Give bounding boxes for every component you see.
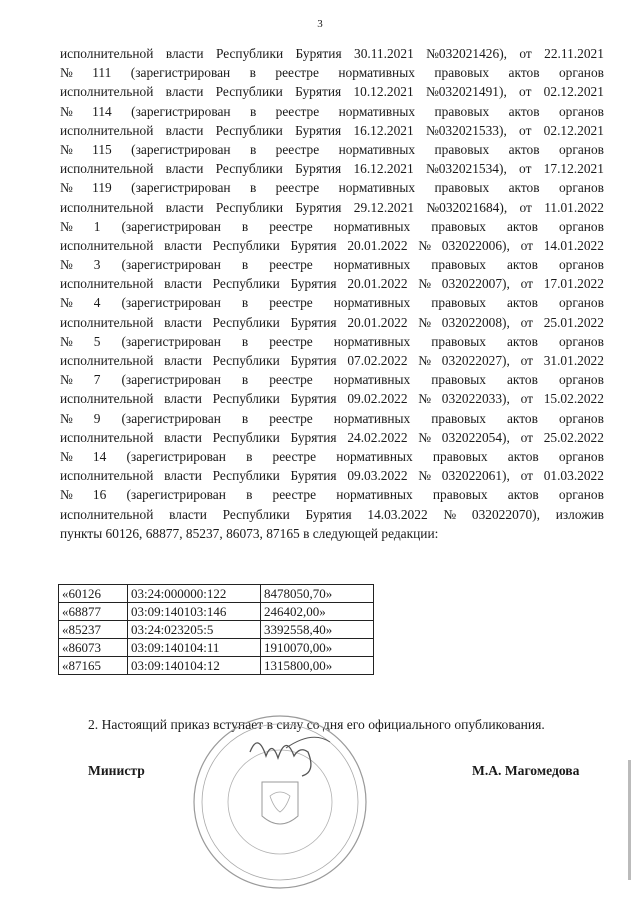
- word: нормативных: [338, 65, 415, 81]
- word: Бурятия: [290, 276, 337, 292]
- word: 25.02.2022: [543, 429, 604, 445]
- word: нормативных: [333, 410, 411, 426]
- word: реестре: [272, 487, 317, 503]
- word: правовых: [432, 448, 488, 464]
- word: 032022027),: [441, 353, 510, 368]
- word: реестре: [275, 65, 319, 81]
- text-line: [60, 447, 604, 466]
- text-line: [60, 466, 604, 485]
- word: Бурятия: [290, 468, 337, 484]
- word: актов: [507, 448, 539, 464]
- word: Бурятия: [290, 353, 337, 368]
- word: нормативных: [338, 180, 416, 196]
- word: (зарегистрирован: [121, 218, 221, 234]
- word: нормативных: [333, 372, 411, 388]
- word: правовых: [431, 257, 486, 273]
- word: 09.03.2022: [347, 468, 408, 484]
- word: 02.12.2021: [543, 84, 604, 100]
- word: нормативных: [333, 218, 411, 234]
- item-number-cell: «87165: [59, 657, 128, 675]
- word: органов: [558, 372, 604, 388]
- text-line: [60, 313, 604, 332]
- word: Республики: [215, 46, 284, 61]
- word: правовых: [431, 372, 486, 388]
- word: №: [60, 410, 73, 426]
- cadastral-number-cell: 03:24:023205:5: [128, 621, 261, 639]
- word: актов: [508, 180, 540, 196]
- word: в: [241, 333, 249, 349]
- word: №: [60, 180, 73, 196]
- word: 14.03.2022: [367, 506, 428, 522]
- word: нормативных: [336, 487, 413, 503]
- word: правовых: [434, 141, 490, 157]
- word: 22.11.2021: [544, 46, 604, 61]
- text-line: [60, 485, 604, 504]
- word: исполнительной: [60, 276, 154, 292]
- word: правовых: [434, 180, 490, 196]
- word: от: [519, 46, 532, 61]
- word: в: [241, 218, 249, 234]
- word: реестре: [275, 180, 320, 196]
- word: от: [520, 468, 533, 484]
- text-line-last: пункты 60126, 68877, 85237, 86073, 87165 в следующей редакции:: [60, 525, 439, 541]
- word: 7: [93, 372, 101, 388]
- text-line: [60, 121, 604, 140]
- word: правовых: [431, 333, 486, 349]
- body-text: [60, 44, 604, 543]
- word: в: [241, 295, 249, 311]
- text-line: [60, 274, 604, 293]
- table-row: [59, 603, 374, 621]
- word: Республики: [215, 199, 283, 215]
- word: актов: [506, 257, 538, 273]
- word: актов: [506, 333, 538, 349]
- word: 17.01.2022: [543, 276, 604, 292]
- text-line: [60, 63, 604, 82]
- word: органов: [558, 103, 604, 119]
- word: 16.12.2021: [353, 122, 414, 138]
- word: власти: [164, 468, 202, 484]
- word: правовых: [434, 65, 490, 81]
- table-row: [59, 657, 374, 675]
- text-line: [60, 255, 604, 274]
- word: (зарегистрирован: [121, 257, 221, 273]
- word: актов: [508, 141, 540, 157]
- word: нормативных: [333, 333, 411, 349]
- word: 032022008),: [441, 314, 510, 330]
- word: нормативных: [338, 141, 416, 157]
- word: от: [519, 122, 532, 138]
- word: 30.11.2021: [354, 46, 414, 61]
- word: власти: [164, 353, 202, 368]
- word: 16: [92, 487, 107, 503]
- word: 25.01.2022: [543, 314, 604, 330]
- word: власти: [164, 237, 202, 253]
- word: Бурятия: [295, 199, 342, 215]
- word: №: [60, 487, 73, 503]
- word: реестре: [269, 218, 313, 234]
- word: от: [519, 84, 532, 100]
- word: исполнительной: [60, 468, 154, 484]
- text-line: [60, 82, 604, 101]
- word: №032021534),: [425, 161, 507, 177]
- cadastral-value-cell: 246402,00»: [261, 603, 374, 621]
- word: власти: [165, 161, 204, 177]
- word: власти: [164, 314, 202, 330]
- word: Республики: [212, 276, 280, 292]
- cadastral-value-cell: 8478050,70»: [261, 585, 374, 603]
- word: №: [418, 468, 432, 484]
- word: 119: [92, 180, 112, 196]
- item-number-cell: «85237: [59, 621, 128, 639]
- cadastral-number-cell: 03:09:140103:146: [128, 603, 261, 621]
- word: (зарегистрирован: [131, 103, 231, 119]
- cadastral-value-cell: 1315800,00»: [261, 657, 374, 675]
- word: власти: [165, 199, 204, 215]
- word: 31.01.2022: [543, 353, 604, 368]
- word: 02.12.2021: [543, 122, 604, 138]
- word: 29.12.2021: [353, 199, 415, 215]
- word: в: [241, 257, 249, 273]
- word: в: [241, 372, 249, 388]
- word: 5: [93, 333, 101, 349]
- word: в: [249, 141, 257, 157]
- cadastral-number-cell: 03:09:140104:11: [128, 639, 261, 657]
- word: Бурятия: [295, 46, 342, 61]
- word: Республики: [212, 429, 280, 445]
- item-number-cell: «68877: [59, 603, 128, 621]
- word: 14.01.2022: [543, 237, 604, 253]
- word: реестре: [272, 448, 317, 464]
- word: органов: [558, 257, 604, 273]
- word: исполнительной: [60, 506, 154, 522]
- official-seal: [190, 712, 370, 892]
- word: 09.02.2022: [347, 391, 408, 407]
- word: реестре: [275, 141, 320, 157]
- word: №: [60, 333, 73, 349]
- text-line: [60, 370, 604, 389]
- word: Республики: [215, 122, 283, 138]
- word: реестре: [269, 410, 313, 426]
- word: правовых: [434, 103, 490, 119]
- text-line: [60, 140, 604, 159]
- word: 07.02.2022: [347, 353, 408, 368]
- word: исполнительной: [60, 199, 154, 215]
- word: №: [60, 218, 73, 234]
- word: 9: [93, 410, 101, 426]
- word: от: [519, 161, 532, 177]
- text-line: [60, 159, 604, 178]
- word: №032021684),: [426, 199, 508, 215]
- word: органов: [558, 218, 604, 234]
- word: от: [520, 353, 533, 368]
- page-number: 3: [317, 18, 323, 30]
- cadastral-value-cell: 3392558,40»: [261, 621, 374, 639]
- word: Бурятия: [305, 506, 352, 522]
- word: нормативных: [333, 257, 411, 273]
- word: 032022070),: [471, 506, 540, 522]
- word: Республики: [212, 391, 280, 407]
- word: власти: [164, 276, 202, 292]
- word: №032021491),: [425, 84, 507, 100]
- word: исполнительной: [60, 391, 154, 407]
- word: (зарегистрирован: [126, 448, 226, 464]
- text-line: [60, 198, 604, 217]
- word: реестре: [269, 295, 313, 311]
- word: органов: [558, 448, 604, 464]
- table-row: [59, 639, 374, 657]
- word: Бурятия: [290, 314, 337, 330]
- word: 14: [92, 448, 107, 464]
- text-line: [60, 428, 604, 447]
- word: Республики: [212, 353, 280, 368]
- text-line: [60, 351, 604, 370]
- word: 032022054),: [441, 429, 510, 445]
- text-line: [60, 217, 604, 236]
- word: органов: [558, 487, 604, 503]
- word: правовых: [431, 295, 486, 311]
- text-line: [60, 236, 604, 255]
- word: 10.12.2021: [353, 84, 414, 100]
- word: в: [246, 487, 253, 503]
- word: органов: [558, 333, 604, 349]
- word: от: [520, 276, 533, 292]
- word: №: [60, 372, 73, 388]
- word: в: [249, 103, 257, 119]
- word: 17.12.2021: [543, 161, 604, 177]
- word: 20.01.2022: [347, 276, 408, 292]
- word: актов: [506, 372, 538, 388]
- word: нормативных: [333, 295, 411, 311]
- word: (зарегистрирован: [130, 65, 231, 81]
- word: Республики: [212, 237, 280, 253]
- word: от: [520, 314, 533, 330]
- word: реестре: [269, 257, 313, 273]
- word: №: [418, 276, 432, 292]
- word: №032021426),: [426, 46, 507, 61]
- paragraph-2: 2. Настоящий приказ вступает в силу со дня его официального опубликования.: [88, 717, 545, 732]
- word: 4: [93, 295, 101, 311]
- word: №: [443, 506, 457, 522]
- word: №: [60, 65, 73, 81]
- word: (зарегистрирован: [131, 141, 231, 157]
- word: нормативных: [336, 448, 413, 464]
- word: Бурятия: [290, 237, 337, 253]
- word: актов: [508, 103, 540, 119]
- text-line: [60, 178, 604, 197]
- word: от: [520, 237, 533, 253]
- word: Республики: [212, 468, 280, 484]
- word: реестре: [269, 333, 313, 349]
- word: №: [60, 103, 73, 119]
- word: 032022007),: [441, 276, 510, 292]
- cadastral-number-cell: 03:09:140104:12: [128, 657, 261, 675]
- item-number-cell: «60126: [59, 585, 128, 603]
- cadastral-value-table: [58, 584, 374, 675]
- word: №: [418, 353, 432, 368]
- table-row: [59, 621, 374, 639]
- word: актов: [506, 410, 538, 426]
- word: в: [249, 180, 257, 196]
- word: исполнительной: [60, 122, 154, 138]
- word: Бурятия: [290, 391, 337, 407]
- word: 01.03.2022: [543, 468, 604, 484]
- word: Бурятия: [295, 84, 342, 100]
- text-line: [60, 389, 604, 408]
- text-line: [60, 505, 604, 524]
- word: (зарегистрирован: [121, 372, 221, 388]
- word: №: [418, 391, 432, 407]
- word: 032022033),: [441, 391, 510, 407]
- signer-title: Министр: [88, 763, 145, 778]
- word: 3: [93, 257, 101, 273]
- word: в: [241, 410, 249, 426]
- text-line: [60, 102, 604, 121]
- word: исполнительной: [60, 161, 154, 177]
- word: исполнительной: [60, 314, 154, 330]
- item-number-cell: «86073: [59, 639, 128, 657]
- word: власти: [169, 506, 207, 522]
- word: реестре: [269, 372, 313, 388]
- word: Республики: [215, 84, 283, 100]
- word: 20.01.2022: [347, 314, 408, 330]
- word: правовых: [432, 487, 488, 503]
- word: исполнительной: [60, 353, 154, 368]
- word: в: [249, 65, 256, 81]
- cadastral-number-cell: 03:24:000000:122: [128, 585, 261, 603]
- word: власти: [165, 122, 204, 138]
- word: (зарегистрирован: [131, 180, 231, 196]
- word: органов: [558, 295, 604, 311]
- word: правовых: [431, 410, 486, 426]
- word: Республики: [222, 506, 290, 522]
- word: в: [246, 448, 253, 464]
- word: органов: [558, 180, 604, 196]
- word: Республики: [212, 314, 280, 330]
- word: 24.02.2022: [347, 429, 408, 445]
- word: власти: [164, 429, 202, 445]
- word: от: [520, 391, 533, 407]
- text-line: [60, 409, 604, 428]
- word: исполнительной: [60, 84, 154, 100]
- word: актов: [506, 295, 538, 311]
- word: №: [418, 237, 432, 253]
- word: (зарегистрирован: [121, 333, 221, 349]
- word: нормативных: [338, 103, 416, 119]
- word: Бурятия: [295, 161, 342, 177]
- word: от: [520, 429, 533, 445]
- word: №: [418, 314, 432, 330]
- word: 032022006),: [441, 237, 510, 253]
- word: исполнительной: [60, 46, 154, 61]
- word: реестре: [275, 103, 320, 119]
- word: актов: [508, 65, 540, 81]
- word: органов: [558, 410, 604, 426]
- word: 15.02.2022: [543, 391, 604, 407]
- word: 032022061),: [441, 468, 510, 484]
- cadastral-value-cell: 1910070,00»: [261, 639, 374, 657]
- word: №032021533),: [425, 122, 507, 138]
- word: изложив: [555, 506, 604, 522]
- word: власти: [165, 84, 204, 100]
- word: Бурятия: [290, 429, 337, 445]
- word: Бурятия: [295, 122, 342, 138]
- word: (зарегистрирован: [126, 487, 226, 503]
- word: органов: [558, 65, 604, 81]
- word: №: [60, 257, 73, 273]
- text-line: [60, 332, 604, 351]
- word: 20.01.2022: [347, 237, 408, 253]
- margin-mark: [628, 760, 631, 880]
- word: №: [60, 295, 73, 311]
- word: исполнительной: [60, 429, 154, 445]
- word: 111: [92, 65, 112, 81]
- word: власти: [165, 46, 204, 61]
- word: правовых: [431, 218, 486, 234]
- word: №: [60, 141, 73, 157]
- word: актов: [506, 218, 538, 234]
- word: власти: [164, 391, 202, 407]
- word: исполнительной: [60, 237, 154, 253]
- word: №: [418, 429, 432, 445]
- word: органов: [558, 141, 604, 157]
- word: (зарегистрирован: [121, 410, 221, 426]
- word: 16.12.2021: [353, 161, 414, 177]
- word: 11.01.2022: [544, 199, 604, 215]
- word: (зарегистрирован: [121, 295, 221, 311]
- text-line: [60, 293, 604, 312]
- signer-name: М.А. Магомедова: [472, 763, 580, 778]
- word: №: [60, 448, 73, 464]
- word: 115: [92, 141, 112, 157]
- word: 114: [92, 103, 112, 119]
- word: 1: [93, 218, 101, 234]
- word: от: [519, 199, 532, 215]
- table-row: [59, 585, 374, 603]
- word: актов: [507, 487, 539, 503]
- word: Республики: [215, 161, 283, 177]
- text-line: [60, 44, 604, 63]
